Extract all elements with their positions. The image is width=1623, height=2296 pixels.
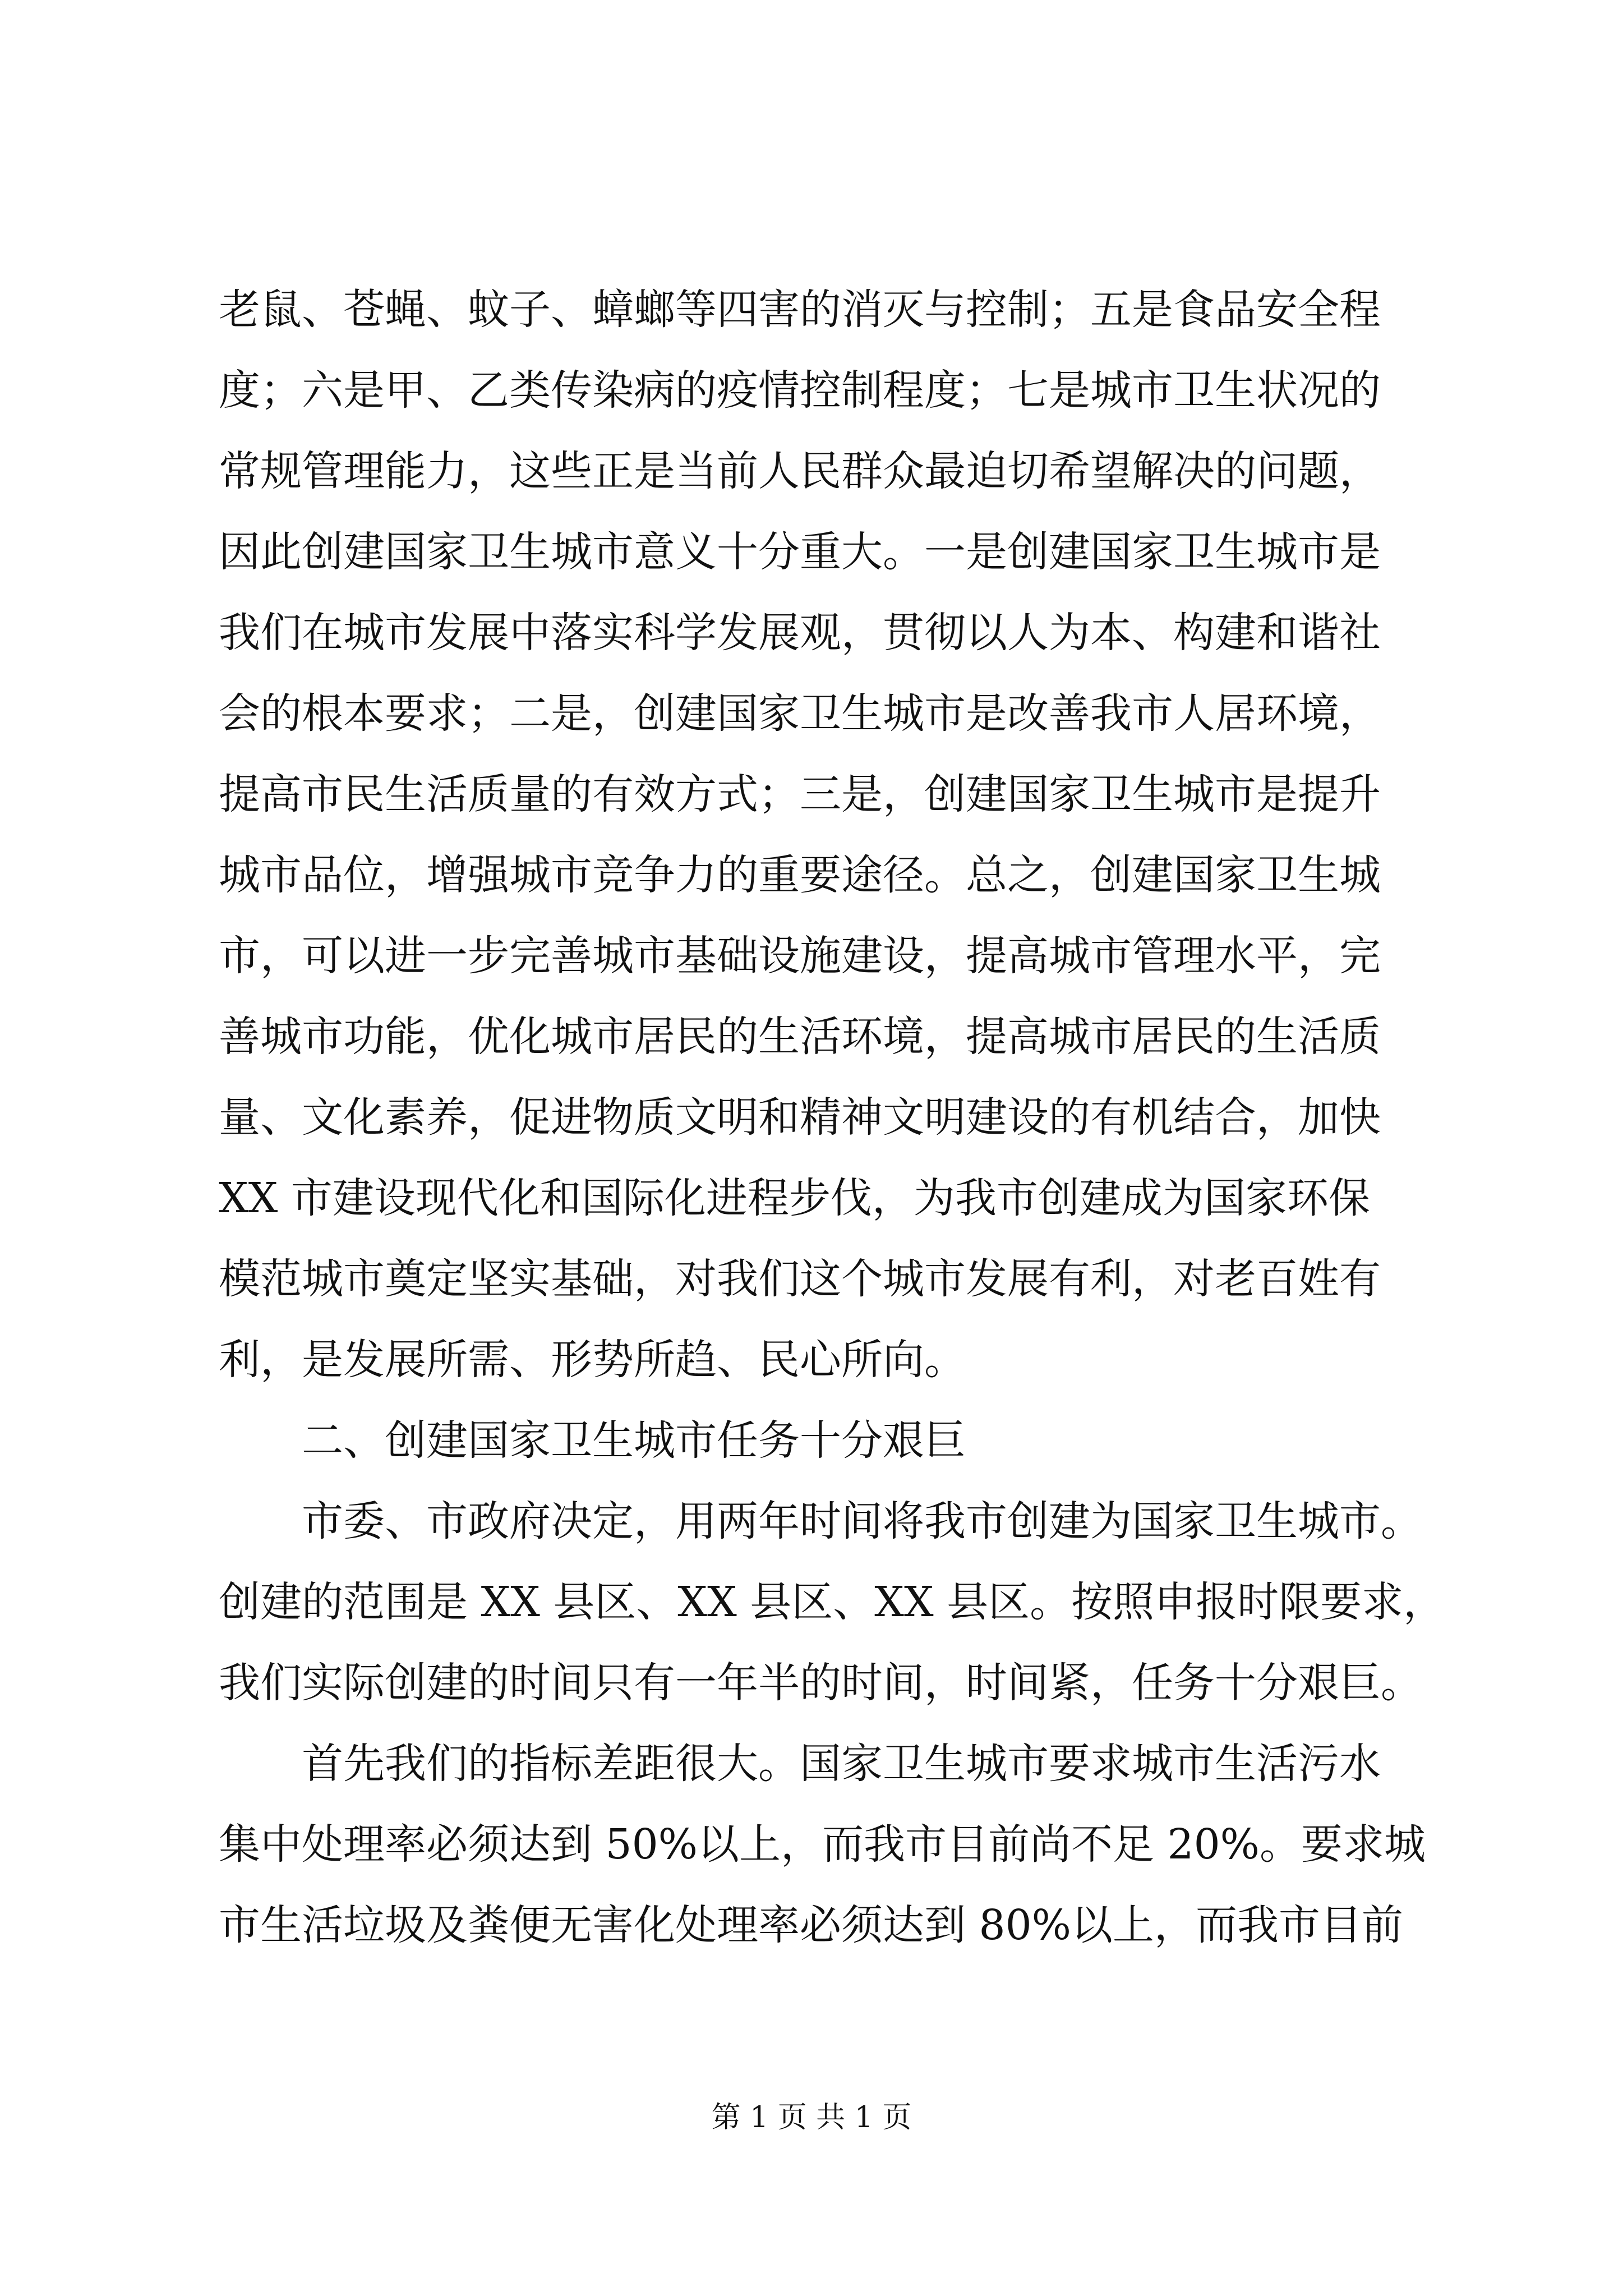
page-footer — [0, 2098, 1623, 2137]
text-line: 会的根本要求；二是，创建国家卫生城市是改善我市人居环境， — [219, 689, 1381, 738]
text-line: 我们在城市发展中落实科学发展观，贯彻以人为本、构建和谐社 — [219, 609, 1381, 657]
text-line: 市生活垃圾及粪便无害化处理率必须达到 80%以上，而我市目前 — [219, 1901, 1403, 1949]
text-line: 因此创建国家卫生城市意义十分重大。一是创建国家卫生城市是 — [219, 528, 1381, 576]
text-line: 常规管理能力，这些正是当前人民群众最迫切希望解决的问题， — [219, 447, 1381, 495]
text-line: 集中处理率必须达到 50%以上，而我市目前尚不足 20%。要求城 — [219, 1820, 1426, 1869]
page-number: 第 1 页 共 1 页 — [711, 2101, 912, 2134]
text-line: 利，是发展所需、形势所趋、民心所向。 — [219, 1336, 966, 1384]
section-heading: 二、创建国家卫生城市任务十分艰巨 — [302, 1416, 966, 1465]
text-line: XX 市建设现代化和国际化进程步伐，为我市创建成为国家环保 — [219, 1174, 1370, 1222]
text-line: 提高市民生活质量的有效方式；三是，创建国家卫生城市是提升 — [219, 770, 1381, 818]
text-line: 我们实际创建的时间只有一年半的时间，时间紧，任务十分艰巨。 — [219, 1659, 1422, 1707]
text-line: 量、文化素养，促进物质文明和精神文明建设的有机结合，加快 — [219, 1093, 1381, 1142]
text-line: 市委、市政府决定，用两年时间将我市创建为国家卫生城市。 — [302, 1497, 1422, 1545]
document-body — [219, 269, 1445, 1966]
text-line: 度；六是甲、乙类传染病的疫情控制程度；七是城市卫生状况的 — [219, 366, 1381, 415]
text-line: 善城市功能，优化城市居民的生活环境，提高城市居民的生活质 — [219, 1013, 1381, 1061]
text-line: 老鼠、苍蝇、蚊子、蟑螂等四害的消灭与控制；五是食品安全程 — [219, 286, 1381, 334]
text-line: 创建的范围是 XX 县区、XX 县区、XX 县区。按照申报时限要求， — [219, 1578, 1445, 1626]
text-line: 首先我们的指标差距很大。国家卫生城市要求城市生活污水 — [302, 1740, 1381, 1788]
text-line: 模范城市奠定坚实基础，对我们这个城市发展有利，对老百姓有 — [219, 1255, 1381, 1303]
text-line: 市，可以进一步完善城市基础设施建设，提高城市管理水平，完 — [219, 932, 1381, 980]
text-line: 城市品位，增强城市竞争力的重要途径。总之，创建国家卫生城 — [219, 851, 1381, 899]
